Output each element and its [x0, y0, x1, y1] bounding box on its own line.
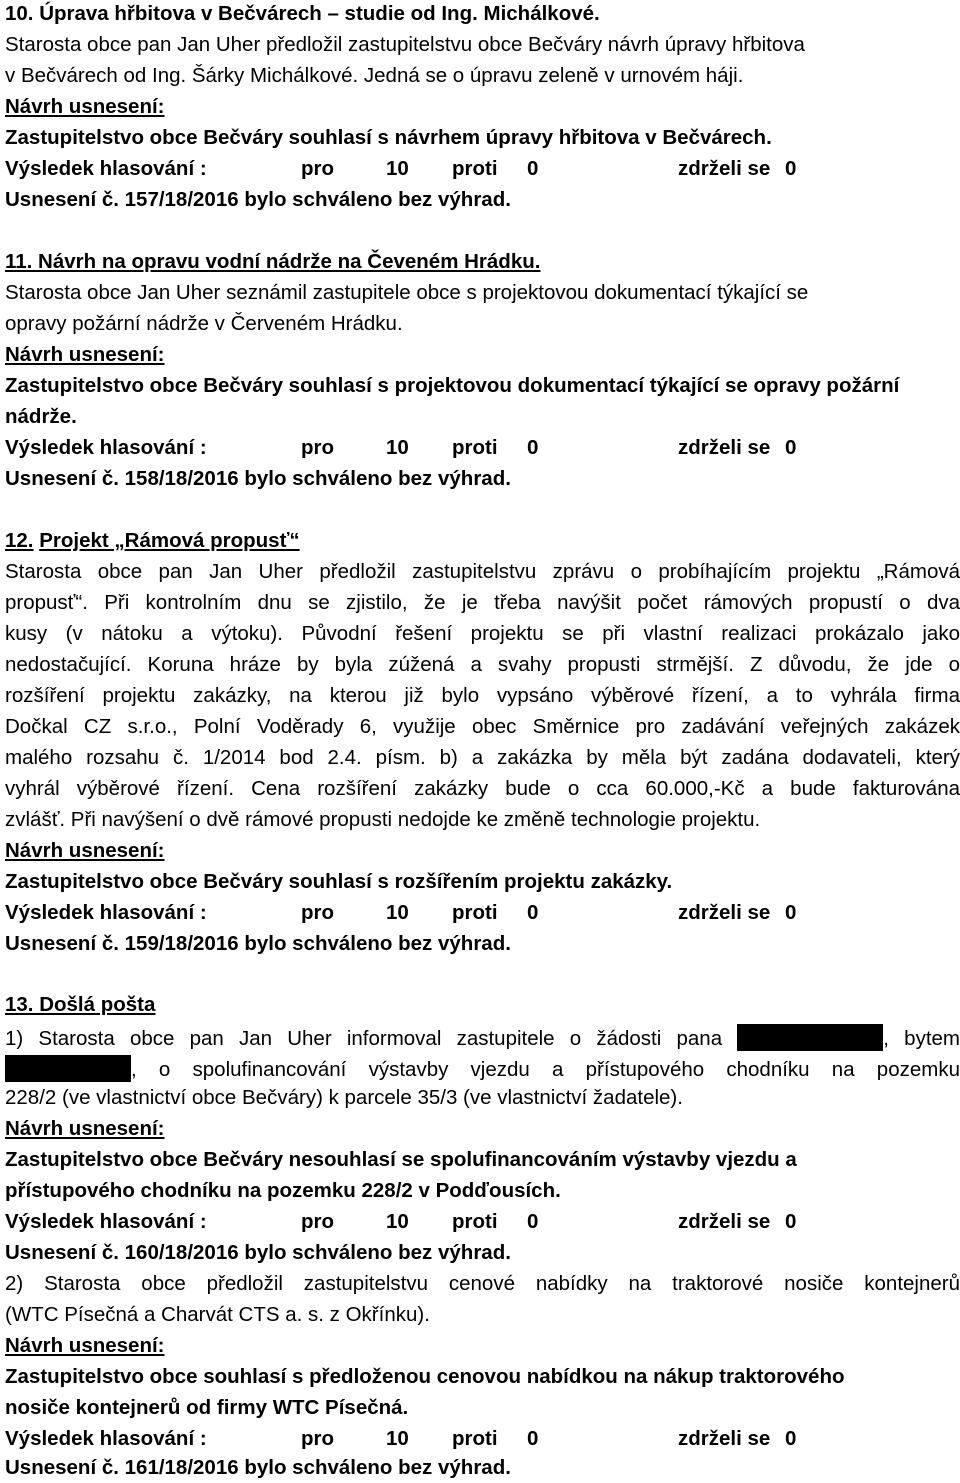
section-13-item1-text: , bytem [883, 1027, 960, 1050]
resolution-result: Usnesení č. 157/18/2016 bylo schváleno bez výhrad. [5, 188, 511, 211]
section-13-item1-text: , o spolufinancování výstavby vjezdu a přístupového chodníku na pozemku [131, 1058, 960, 1081]
vote-pro-label: pro [301, 436, 335, 459]
vote-proti-label: proti [452, 157, 498, 180]
section-12-text: zvlášť. Při navýšení o dvě rámové propusti nedojde ke změně technologie projektu. [5, 808, 761, 831]
resolution-text: přístupového chodníku na pozemku 228/2 v Podďousích. [5, 1179, 561, 1202]
vote-proti-label: proti [452, 436, 498, 459]
vote-pro-value: 10 [386, 1210, 409, 1233]
section-13-item1-line: 228/2 (ve vlastnictví obce Bečváry) k parcele 35/3 (ve vlastnictví žadatele). [5, 1086, 683, 1109]
section-13-item2-line: 2) Starosta obce předložil zastupitelstvu cenové nabídky na traktorové nosiče kontejnerů [5, 1272, 960, 1295]
section-13-item1-line [5, 1024, 960, 1051]
vote-pro-value: 10 [386, 157, 409, 180]
vote-zdrzeli-value: 0 [785, 157, 797, 180]
vote-pro-label: pro [301, 157, 335, 180]
resolution-result: Usnesení č. 158/18/2016 bylo schváleno bez výhrad. [5, 467, 511, 490]
vote-zdrzeli-value: 0 [785, 1210, 797, 1233]
vote-pro-label: pro [301, 1210, 335, 1233]
section-13-heading: 13. Došlá pošta [5, 993, 156, 1016]
resolution-result: Usnesení č. 160/18/2016 bylo schváleno bez výhrad. [5, 1241, 511, 1264]
section-12-title: Projekt „Rámová propusť“ [39, 529, 300, 552]
section-12-heading [5, 529, 300, 553]
section-13-item1-text: 1) Starosta obce pan Jan Uher informoval zastupitele o žádosti pana [5, 1027, 723, 1050]
resolution-text: Zastupitelstvo obce Bečváry souhlasí s projektovou dokumentací týkající se opravy požární [5, 374, 900, 397]
section-13-item2-line: (WTC Písečná a Charvát CTS a. s. z Okřínku). [5, 1303, 430, 1326]
redacted-name [737, 1024, 883, 1051]
section-12-text: Dočkal CZ s.r.o., Polní Voděrady 6, využije obec Směrnice pro zadávání veřejných zakázek [5, 715, 960, 738]
proposal-label: Návrh usnesení: [5, 1334, 165, 1357]
vote-pro-label: pro [301, 1427, 335, 1450]
vote-pro-label: pro [301, 901, 335, 924]
section-11-text: opravy požární nádrže v Červeném Hrádku. [5, 312, 403, 335]
vote-zdrzeli-value: 0 [785, 1427, 797, 1450]
section-12-text: propusť“. Při kontrolním dnu se zjistilo, že je třeba navýšit počet rámových propustí o dva [5, 591, 960, 614]
resolution-result: Usnesení č. 159/18/2016 bylo schváleno bez výhrad. [5, 932, 511, 955]
section-12-text: rozšíření projektu zakázky, na kterou již bylo vypsáno výběrové řízení, a to vyhrála firma [5, 684, 960, 707]
vote-label: Výsledek hlasování : [5, 901, 207, 924]
proposal-label: Návrh usnesení: [5, 1117, 165, 1140]
vote-zdrzeli-label: zdrželi se [678, 901, 771, 924]
proposal-label: Návrh usnesení: [5, 343, 165, 366]
section-12-text: Starosta obce pan Jan Uher předložil zastupitelstvu zprávu o probíhajícím projektu „Rámová [5, 560, 960, 583]
redacted-address [5, 1055, 131, 1082]
vote-zdrzeli-label: zdrželi se [678, 157, 771, 180]
vote-label: Výsledek hlasování : [5, 1427, 207, 1450]
proposal-label: Návrh usnesení: [5, 95, 165, 118]
proposal-label: Návrh usnesení: [5, 839, 165, 862]
section-13-item1-line [5, 1055, 960, 1082]
section-12-text: kusy (v nátoku a výtoku). Původní řešení projektu se při vlastní realizaci prokázalo jako [5, 622, 960, 645]
section-12-text: nedostačující. Koruna hráze by byla zúžená a svahy propusti strmější. Z důvodu, že jde o [5, 653, 960, 676]
vote-proti-value: 0 [527, 436, 539, 459]
section-11-text: Starosta obce Jan Uher seznámil zastupitele obce s projektovou dokumentací týkající se [5, 281, 809, 304]
resolution-result: Usnesení č. 161/18/2016 bylo schváleno bez výhrad. [5, 1456, 511, 1479]
section-10-text: Starosta obce pan Jan Uher předložil zastupitelstvu obce Bečváry návrh úpravy hřbitova [5, 33, 805, 56]
resolution-text: Zastupitelstvo obce Bečváry nesouhlasí se spolufinancováním výstavby vjezdu a [5, 1148, 797, 1171]
vote-pro-value: 10 [386, 901, 409, 924]
section-12-number: 12. [5, 529, 34, 552]
vote-zdrzeli-label: zdrželi se [678, 436, 771, 459]
resolution-text: Zastupitelstvo obce Bečváry souhlasí s návrhem úpravy hřbitova v Bečvárech. [5, 126, 772, 149]
vote-zdrzeli-label: zdrželi se [678, 1427, 771, 1450]
vote-proti-value: 0 [527, 901, 539, 924]
vote-zdrzeli-value: 0 [785, 901, 797, 924]
section-11-heading: 11. Návrh na opravu vodní nádrže na Čeveném Hrádku. [5, 250, 541, 273]
vote-proti-value: 0 [527, 1210, 539, 1233]
vote-pro-value: 10 [386, 1427, 409, 1450]
resolution-text: Zastupitelstvo obce Bečváry souhlasí s rozšířením projektu zakázky. [5, 870, 673, 893]
vote-proti-value: 0 [527, 157, 539, 180]
vote-pro-value: 10 [386, 436, 409, 459]
section-12-text: malého rozsahu č. 1/2014 bod 2.4. písm. b) a zakázka by měla být zadána dodavateli, který [5, 746, 960, 769]
resolution-text: nádrže. [5, 405, 77, 428]
resolution-text: nosiče kontejnerů od firmy WTC Písečná. [5, 1396, 409, 1419]
section-12-text: vyhrál výběrové řízení. Cena rozšíření zakázky bude o cca 60.000,-Kč a bude fakturována [5, 777, 960, 800]
vote-zdrzeli-value: 0 [785, 436, 797, 459]
section-10-heading: 10. Úprava hřbitova v Bečvárech – studie od Ing. Michálkové. [5, 2, 600, 25]
vote-label: Výsledek hlasování : [5, 1210, 207, 1233]
vote-label: Výsledek hlasování : [5, 157, 207, 180]
vote-proti-label: proti [452, 901, 498, 924]
vote-proti-value: 0 [527, 1427, 539, 1450]
resolution-text: Zastupitelstvo obce souhlasí s předloženou cenovou nabídkou na nákup traktorového [5, 1365, 845, 1388]
vote-zdrzeli-label: zdrželi se [678, 1210, 771, 1233]
vote-proti-label: proti [452, 1427, 498, 1450]
section-10-text: v Bečvárech od Ing. Šárky Michálkové. Jedná se o úpravu zeleně v urnovém háji. [5, 64, 744, 87]
vote-proti-label: proti [452, 1210, 498, 1233]
vote-label: Výsledek hlasování : [5, 436, 207, 459]
